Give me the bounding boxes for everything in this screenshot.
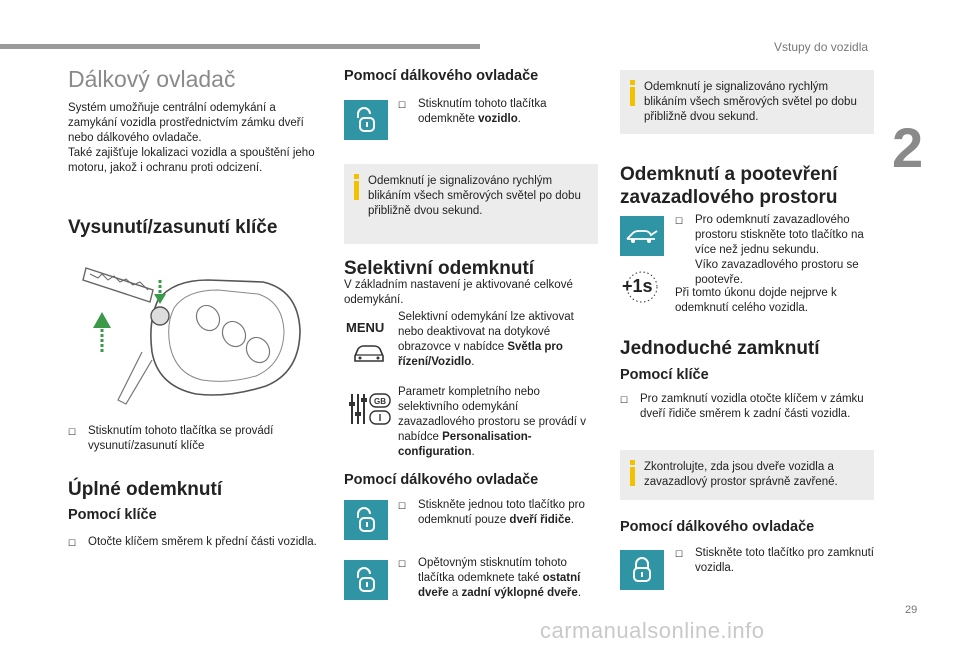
bullet-checkbox-icon: ☐: [68, 538, 77, 548]
bullet-checkbox-icon: ☐: [675, 216, 684, 226]
plus-one-second-icon: +1s: [620, 270, 664, 304]
bullet-checkbox-icon: ☐: [68, 427, 77, 437]
bullet-checkbox-icon: ☐: [398, 100, 407, 110]
menu-label: MENU: [346, 320, 385, 335]
trunk-button-icon: [620, 216, 664, 256]
section-title: Vstupy do vozidla: [774, 40, 869, 54]
key-release-button: [151, 307, 169, 325]
unlock-button-icon: [344, 100, 388, 140]
watermark: carmanualsonline.info: [540, 618, 765, 643]
top-rule: [0, 44, 480, 49]
lock-remote-bullet: ☐ Stiskněte toto tlačítko pro zamknutí vozidla.: [675, 547, 874, 574]
page-number: 29: [905, 604, 918, 616]
selective-intro: V základním nastavení je aktivované celkové odemykání.: [344, 279, 573, 306]
remote-heading: Pomocí dálkového ovladače: [344, 68, 539, 84]
key-fob-illustration: [78, 260, 308, 410]
info-icon: [628, 460, 637, 486]
fob-body: [151, 280, 300, 395]
key-bullet: ☐ Stisknutím tohoto tlačítka se provádí vysunutí/zasunutí klíče: [68, 425, 274, 452]
trunk-bullet: ☐ Pro odemknutí zavazadlového prostoru stiskněte toto tlačítko na více než jednu sekundu. Víko zavazadlového prostoru se pootevře.: [675, 214, 864, 286]
car-icon: [352, 342, 386, 364]
chapter-number: 2: [892, 116, 924, 179]
eject-arrow: [93, 312, 111, 352]
unlock-button-icon-double: [344, 560, 388, 600]
unlock-button-icon-single: [344, 500, 388, 540]
key-blade: [83, 268, 153, 302]
info-box-check: Zkontrolujte, zda jsou dveře vozidla a zavazadlový prostor správně zavřené.: [620, 450, 874, 500]
info-box-signal-top: Odemknutí je signalizováno rychlým blikáním všech směrových světel po dobu přibližně dvou sekund.: [620, 70, 874, 134]
page-title: Dálkový ovladač: [68, 66, 236, 92]
bullet-checkbox-icon: ☐: [398, 501, 407, 511]
remote-single-bullet: ☐ Stiskněte jednou toto tlačítko pro odemknutí pouze dveří řidiče.: [398, 499, 585, 526]
lock-key-subheading: Pomocí klíče: [620, 367, 709, 383]
lock-remote-heading: Pomocí dálkového ovladače: [620, 519, 815, 535]
lock-heading: Jednoduché zamknutí: [620, 338, 820, 359]
menu-text: Selektivní odemykání lze aktivovat nebo deaktivovat na dotykové obrazovce v nabídce Světla pro řízení/Vozidlo.: [398, 311, 574, 368]
remote2-heading: Pomocí dálkového ovladače: [344, 472, 539, 488]
bullet-checkbox-icon: ☐: [675, 549, 684, 559]
info-icon: [628, 80, 637, 106]
bullet-checkbox-icon: ☐: [398, 559, 407, 569]
settings-sliders-icon: [348, 392, 392, 426]
bullet-checkbox-icon: ☐: [620, 395, 629, 405]
trunk-after-text: Při tomto úkonu dojde nejprve k odemknutí celého vozidla.: [675, 287, 837, 314]
trunk-heading: Odemknutí a pootevření zavazadlového prostoru: [620, 164, 838, 208]
lock-key-bullet: ☐ Pro zamknutí vozidla otočte klíčem v zámku dveří řidiče směrem k zadní části vozidla.: [620, 393, 864, 420]
gb-label: GB: [374, 397, 386, 406]
remote-unlock-bullet: ☐ Stisknutím tohoto tlačítka odemkněte vozidlo.: [398, 98, 547, 125]
lock-button-icon: [620, 550, 664, 590]
remote-double-bullet: ☐ Opětovným stisknutím tohoto tlačítka odemknete také ostatní dveře a zadní výklopné dveře.: [398, 557, 582, 599]
info-icon: [352, 174, 361, 200]
info-box-signal: Odemknutí je signalizováno rychlým blikáním všech směrových světel po dobu přibližně dvou sekund.: [344, 164, 598, 244]
key-heading: Vysunutí/zasunutí klíče: [68, 217, 278, 238]
unlock-key-bullet: ☐ Otočte klíčem směrem k přední části vozidla.: [68, 535, 324, 551]
intro-text: Systém umožňuje centrální odemykání a zamykání vozidla prostřednictvím zámku dveří nebo dálkového ovladače. Také zajišťuje lokalizaci vozidla a spouštění jeho motoru, jakož i ochranu proti odcizení.: [68, 102, 315, 174]
param-text: Parametr kompletního nebo selektivního odemykání zavazadlového prostoru se provádí v nabídce Personalisation-configuration.: [398, 386, 586, 458]
unlock-key-subheading: Pomocí klíče: [68, 507, 157, 523]
selective-heading: Selektivní odemknutí: [344, 258, 535, 279]
unlock-heading: Úplné odemknutí: [68, 479, 223, 500]
